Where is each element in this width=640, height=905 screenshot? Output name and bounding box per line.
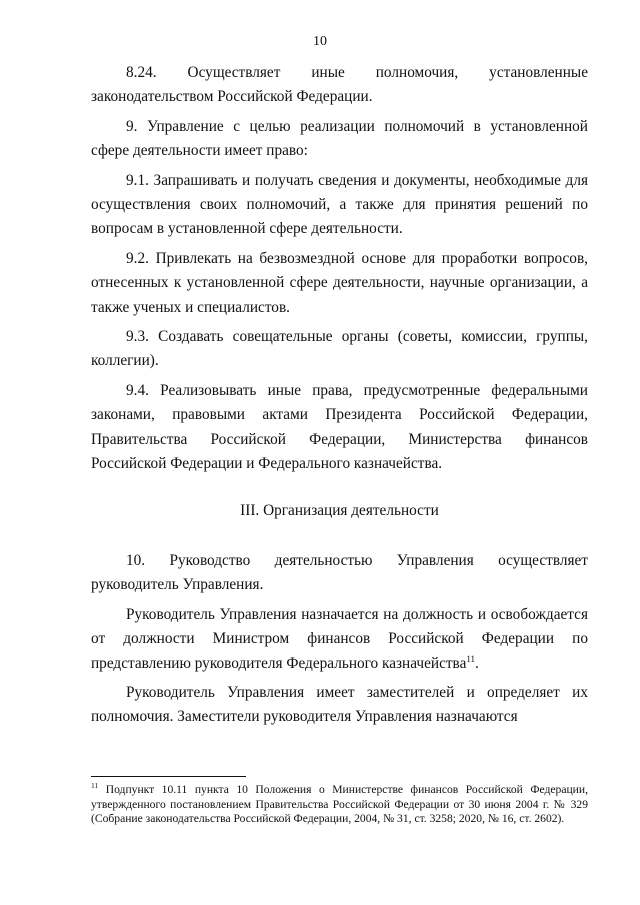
paragraph-appointment-text: Руководитель Управления назначается на должность и освобождается от должности Министром финансов Российской Федерации по представлению руководителя Федерального казначейства (91, 605, 588, 672)
body-text (91, 61, 588, 730)
paragraph-deputies: Руководитель Управления имеет заместителей и определяет их полномочия. Заместители руководителя Управления назначаются (91, 683, 588, 726)
paragraph-appointment (91, 603, 588, 676)
paragraph-9-3: 9.3. Создавать совещательные органы (советы, комиссии, группы, коллегии). (91, 328, 588, 370)
footnote-mark: 11 (91, 781, 99, 791)
paragraph-appointment-end: . (475, 654, 479, 672)
footnote (91, 783, 588, 827)
paragraph-9-4: 9.4. Реализовывать иные права, предусмотренные федеральными законами, правовыми актами Президента Российской Федерации, Правительства Российской Федерации, Министерства финансов Российской Федерации и Федерального казначейства. (91, 381, 588, 473)
paragraph-9: 9. Управление с целью реализации полномочий в установленной сфере деятельности имеет право: (91, 117, 588, 160)
paragraph-10: 10. Руководство деятельностью Управления осуществляет руководитель Управления. (91, 551, 588, 594)
page-number: 10 (313, 34, 327, 49)
paragraph-8-24: 8.24. Осуществляет иные полномочия, установленные законодательством Российской Федерации. (91, 64, 588, 106)
section-heading: III. Организация деятельности (240, 501, 439, 519)
footnote-separator (91, 776, 246, 777)
footnote-reference: 11 (466, 653, 476, 664)
paragraph-9-2: 9.2. Привлекать на безвозмездной основе для проработки вопросов, отнесенных к установленной сфере деятельности, научные организации, а также ученых и специалистов. (91, 249, 588, 316)
paragraph-9-1: 9.1. Запрашивать и получать сведения и документы, необходимые для осуществления своих полномочий, а также для принятия решений по вопросам в установленной сфере деятельности. (91, 171, 588, 238)
footnote-text: Подпункт 10.11 пункта 10 Положения о Министерстве финансов Российской Федерации, утвержденного постановлением Правительства Российской Федерации от 30 июня 2004 г. № 329 (Собрание законодательства Российской Федерации, 2004, № 31, ст. 3258; 2020, № 16, ст. 2602). (91, 783, 588, 825)
